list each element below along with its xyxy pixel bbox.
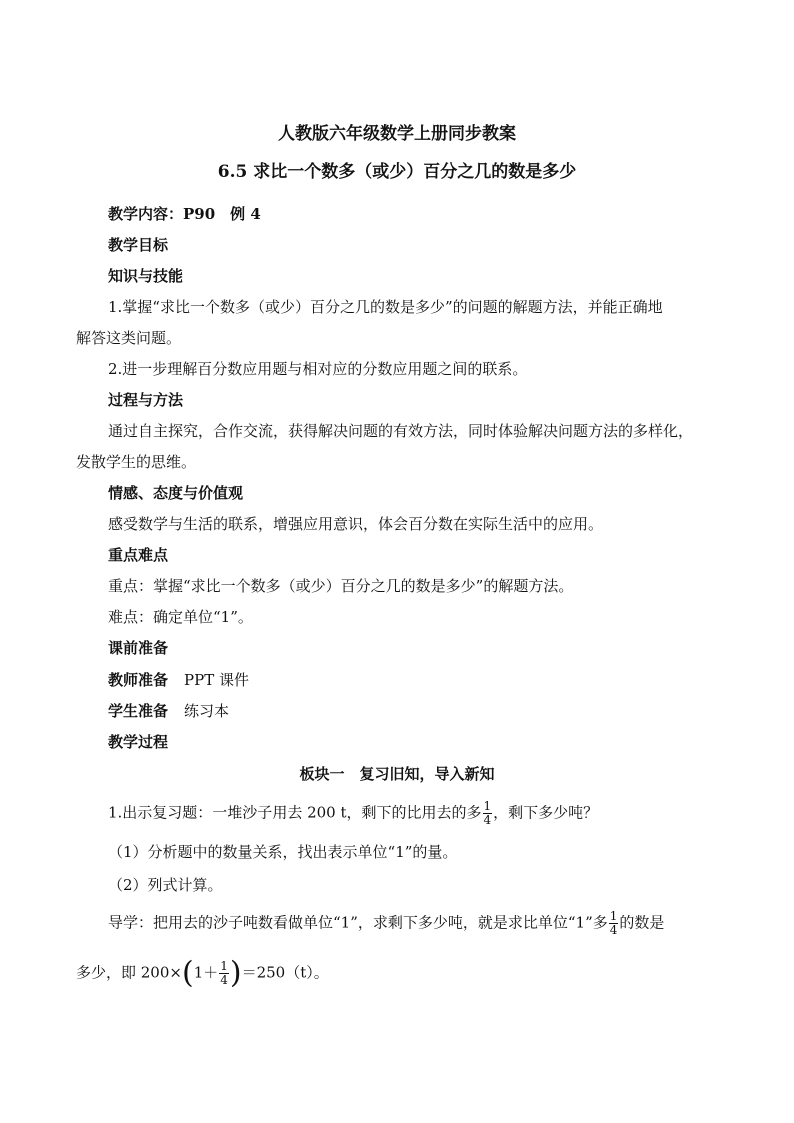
emotion-heading: 情感、态度与价值观 [108, 484, 244, 502]
student-preparation [108, 701, 758, 721]
fraction-one-quarter: $\frac{1}{4}$ [609, 909, 618, 937]
fraction-one-quarter: $\frac{1}{4}$ [220, 959, 228, 987]
review-question-text: 1.出示复习题：一堆沙子用去 200 t，剩下的比用去的多 [108, 803, 482, 822]
difficulty-point: 难点：确定单位“1”。 [108, 608, 253, 626]
teacher-prep-value: PPT 课件 [184, 671, 249, 689]
goals-heading: 教学目标 [108, 236, 169, 254]
open-paren: ( [181, 955, 194, 991]
review-question-end: ，剩下多少吨？ [493, 803, 599, 822]
close-paren: ) [229, 955, 242, 991]
process-text-line2: 发散学生的思维。 [76, 453, 197, 471]
guide-text-end: 的数是 [619, 913, 665, 932]
process-heading: 过程与方法 [108, 391, 184, 409]
emotion-text: 感受数学与生活的联系，增强应用意识，体会百分数在实际生活中的应用。 [108, 515, 604, 533]
knowledge-item-1-line1: 1.掌握“求比一个数多（或少）百分之几的数是多少”的问题的解题方法，并能正确地 [108, 298, 663, 316]
step-1: （1）分析题中的数量关系，找出表示单位“1”的量。 [108, 843, 458, 861]
step-2: （2）列式计算。 [108, 876, 223, 894]
key-point: 重点：掌握“求比一个数多（或少）百分之几的数是多少”的解题方法。 [108, 577, 574, 595]
review-question [108, 800, 758, 827]
guide-text-start: 导学：把用去的沙子吨数看做单位“1”，求剩下多少吨，就是求比单位“1”多 [108, 913, 608, 932]
student-prep-label: 学生准备 [108, 702, 169, 720]
teaching-content-text: 教学内容：P90 例 4 [108, 205, 261, 223]
guide-text-line2 [76, 955, 726, 991]
guide-text-line1 [108, 910, 758, 937]
teacher-preparation [108, 670, 758, 690]
teaching-content [108, 204, 758, 224]
preparation-heading: 课前准备 [108, 639, 169, 657]
student-prep-value: 练习本 [184, 702, 230, 720]
one-plus: 1＋ [193, 963, 219, 982]
guide-formula-start: 多少，即 200× [76, 963, 182, 982]
document-title: 人教版六年级数学上册同步教案 [278, 124, 516, 144]
key-difficult-heading: 重点难点 [108, 546, 169, 564]
knowledge-heading: 知识与技能 [108, 267, 184, 285]
knowledge-item-2: 2.进一步理解百分数应用题与相对应的分数应用题之间的联系。 [108, 360, 528, 378]
process-text-line1: 通过自主探究，合作交流，获得解决问题的有效方法，同时体验解决问题方法的多样化， [108, 422, 694, 440]
knowledge-item-1-line2: 解答这类问题。 [76, 329, 182, 347]
fraction-one-quarter: $\frac{1}{4}$ [483, 799, 492, 827]
block-one-title: 板块一 复习旧知，导入新知 [299, 765, 495, 783]
teacher-prep-label: 教师准备 [108, 671, 169, 689]
procedure-heading: 教学过程 [108, 733, 169, 751]
lesson-title: 6.5 求比一个数多（或少）百分之几的数是多少 [217, 162, 577, 182]
guide-formula-result: ＝250（t）。 [241, 963, 329, 982]
